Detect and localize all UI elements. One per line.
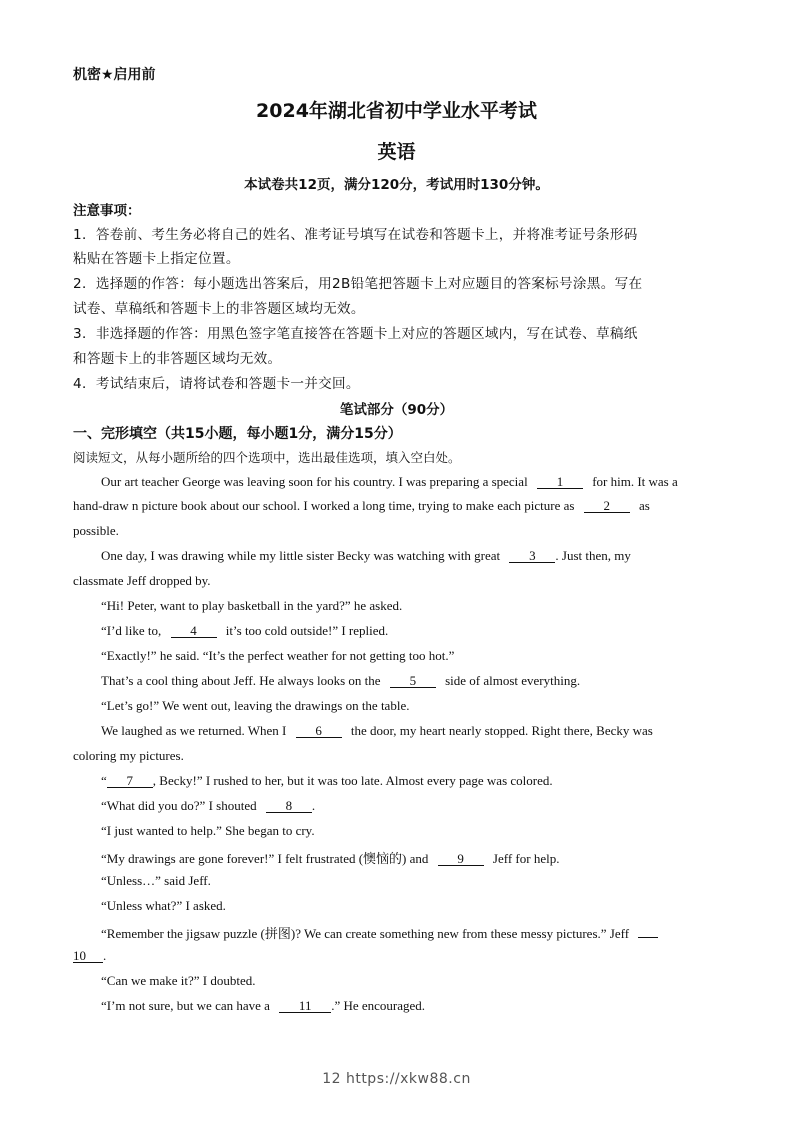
passage-text: . xyxy=(311,798,316,813)
passage-line: “Exactly!” he said. “It’s the perfect weather for not getting too hot.” xyxy=(101,648,455,663)
blank-6: 6 xyxy=(296,724,342,738)
passage-line xyxy=(101,798,315,814)
blank-10: 10 xyxy=(73,949,103,963)
passage-line: “Let’s go!” We went out, leaving the drawings on the table. xyxy=(101,698,410,713)
passage-line xyxy=(73,948,106,964)
passage-text: “What did you do?” I shouted xyxy=(101,798,257,813)
passage-text: . Just then, my xyxy=(555,548,631,563)
passage-line: “Unless…” said Jeff. xyxy=(101,873,211,888)
section-instruction: 阅读短文，从每小题所给的四个选项中，选出最佳选项，填入空白处。 xyxy=(73,450,461,465)
notice-line: 和答题卡上的非答题区域均无效。 xyxy=(73,351,282,367)
passage-line xyxy=(101,673,580,689)
page-footer: 12 https://xkw88.cn xyxy=(322,1071,471,1087)
passage-text: it’s too cold outside!” I replied. xyxy=(225,623,389,638)
passage-line: coloring my pictures. xyxy=(73,748,184,763)
passage-text: Jeff for help. xyxy=(492,851,560,866)
confidential-label: 机密★启用前 xyxy=(73,67,156,83)
blank-10-start xyxy=(638,937,658,938)
blank-7: 7 xyxy=(107,774,153,788)
passage-text: hand-draw n picture book about our school. I worked a long time, trying to make each picture as xyxy=(73,498,575,513)
blank-11: 11 xyxy=(279,999,331,1013)
passage-line xyxy=(101,723,653,739)
exam-info: 本试卷共12页，满分120分，考试用时130分钟。 xyxy=(244,177,549,193)
passage-line xyxy=(101,548,631,564)
passage-line: “I just wanted to help.” She began to cry. xyxy=(101,823,315,838)
passage-text: “Remember the jigsaw puzzle (拼图)? We can create something new from these messy pictures.” Jeff xyxy=(101,926,630,941)
exam-title: 2024年湖北省初中学业水平考试 xyxy=(256,100,537,122)
blank-4: 4 xyxy=(171,624,217,638)
passage-line xyxy=(101,998,425,1014)
passage-line xyxy=(101,773,553,789)
notice-line: 1．答卷前、考生务必将自己的姓名、准考证号填写在试卷和答题卡上，并将准考证号条形码 xyxy=(73,227,638,243)
passage-line: “Unless what?” I asked. xyxy=(101,898,226,913)
passage-text: . xyxy=(103,948,107,963)
passage-text: “ xyxy=(101,773,107,788)
blank-9: 9 xyxy=(438,852,484,866)
passage-text: We laughed as we returned. When I xyxy=(101,723,287,738)
passage-text: Our art teacher George was leaving soon for his country. I was preparing a special xyxy=(101,474,528,489)
passage-text: “My drawings are gone forever!” I felt frustrated (懊恼的) and xyxy=(101,851,429,866)
passage-line: “Can we make it?” I doubted. xyxy=(101,973,256,988)
passage-line: classmate Jeff dropped by. xyxy=(73,573,211,588)
notice-line: 2．选择题的作答：每小题选出答案后，用2B铅笔把答题卡上对应题目的答案标号涂黑。写在 xyxy=(73,276,643,292)
subject-title: 英语 xyxy=(377,141,416,163)
blank-5: 5 xyxy=(390,674,436,688)
notice-line: 试卷、草稿纸和答题卡上的非答题区域均无效。 xyxy=(73,301,365,317)
passage-text: for him. It was a xyxy=(592,474,678,489)
blank-2: 2 xyxy=(584,499,630,513)
passage-text: side of almost everything. xyxy=(445,673,581,688)
section-title: 一、完形填空（共15小题，每小题1分，满分15分） xyxy=(73,426,402,442)
notice-line: 粘贴在答题卡上指定位置。 xyxy=(73,251,240,267)
passage-text: , Becky!” I rushed to her, but it was too late. Almost every page was colored. xyxy=(152,773,553,788)
passage-text: “I’m not sure, but we can have a xyxy=(101,998,270,1013)
passage-text: as xyxy=(638,498,650,513)
passage-line xyxy=(101,474,678,490)
passage-text: .” He encouraged. xyxy=(331,998,426,1013)
blank-1: 1 xyxy=(537,475,583,489)
passage-line: “Hi! Peter, want to play basketball in the yard?” he asked. xyxy=(101,598,403,613)
passage-line: possible. xyxy=(73,523,119,538)
passage-line xyxy=(101,623,388,639)
notice-line: 4．考试结束后，请将试卷和答题卡一并交回。 xyxy=(73,376,360,392)
blank-8: 8 xyxy=(266,799,312,813)
passage-line xyxy=(73,498,650,514)
passage-text: That’s a cool thing about Jeff. He always looks on the xyxy=(101,673,381,688)
passage-line xyxy=(101,923,658,942)
blank-3: 3 xyxy=(509,549,555,563)
notice-line: 3．非选择题的作答：用黑色签字笔直接答在答题卡上对应的答题区域内，写在试卷、草稿纸 xyxy=(73,326,638,342)
notice-heading: 注意事项： xyxy=(73,203,141,219)
passage-text: “I’d like to, xyxy=(101,623,162,638)
passage-text: One day, I was drawing while my little sister Becky was watching with great xyxy=(101,548,501,563)
passage-line xyxy=(101,848,559,867)
part-title: 笔试部分（90分） xyxy=(339,402,454,418)
passage-text: the door, my heart nearly stopped. Right there, Becky was xyxy=(350,723,653,738)
